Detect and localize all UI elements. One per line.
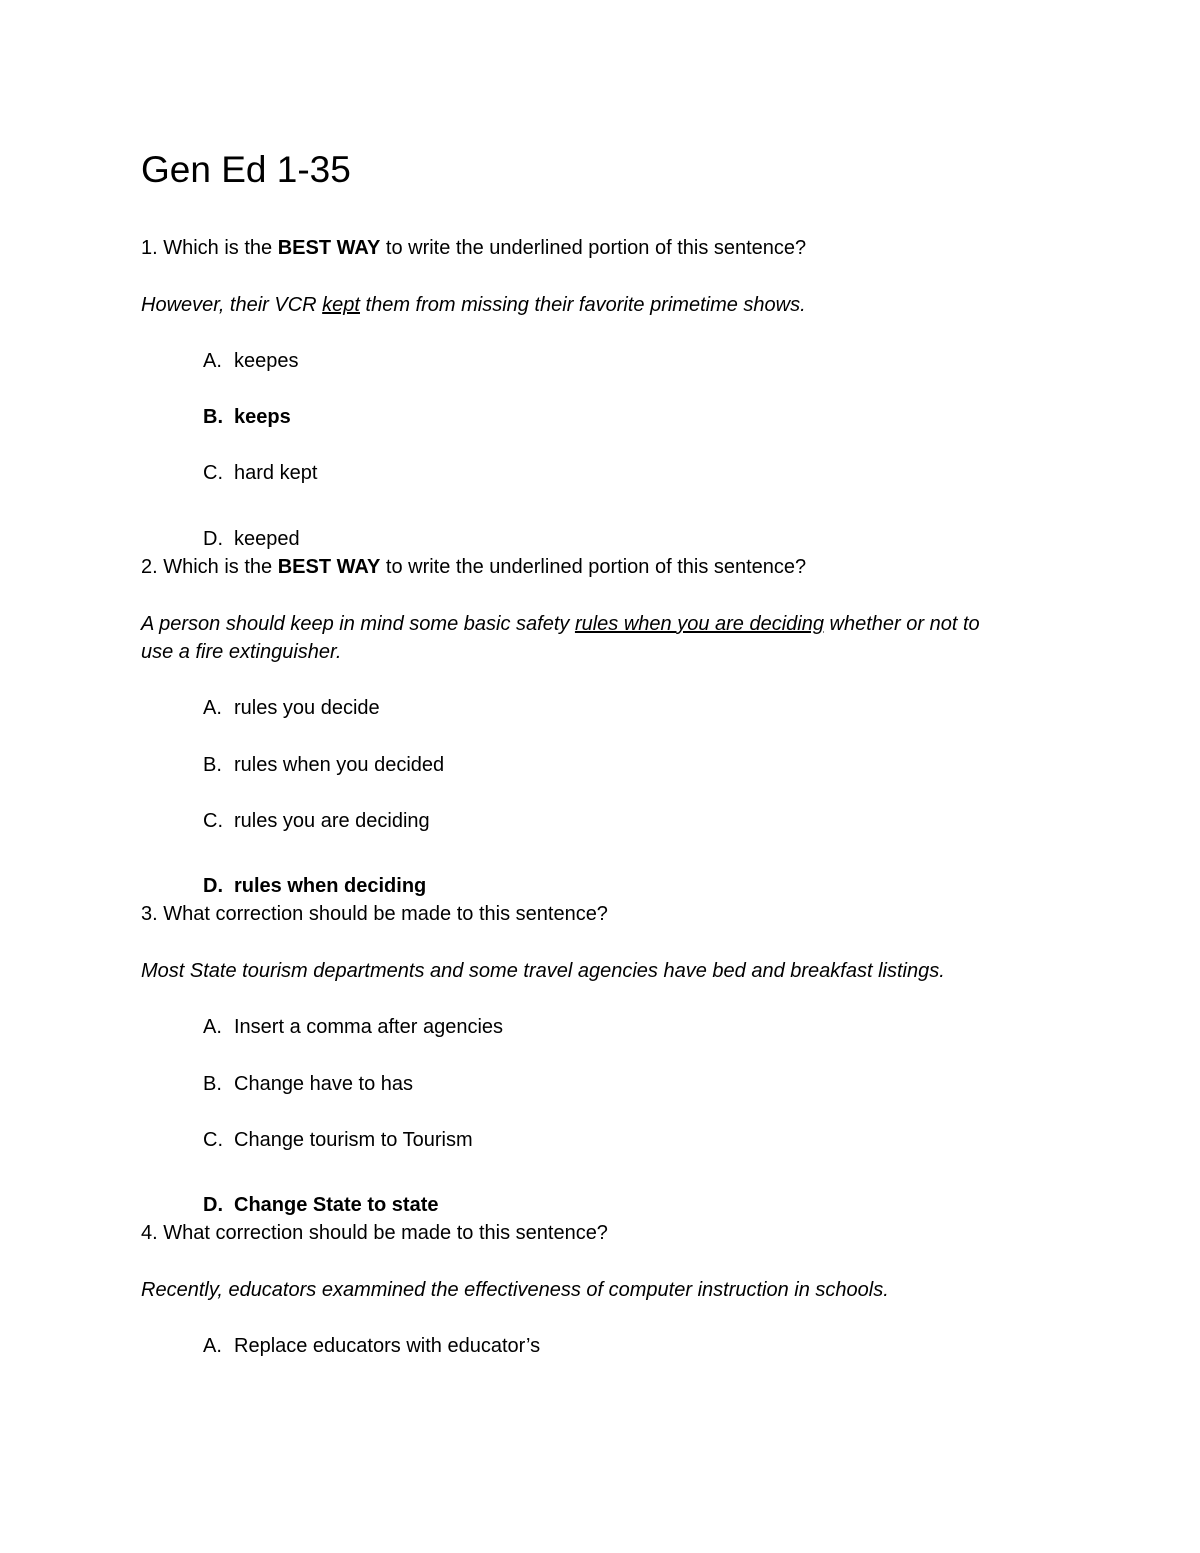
question-3-option-d-answer: [203, 1193, 438, 1217]
question-3-option-a: [203, 1015, 503, 1039]
question-1-sentence-post: them from missing their favorite primetime shows.: [359, 294, 806, 316]
option-letter: D.: [203, 875, 223, 897]
question-2-option-d-answer: [203, 874, 426, 898]
question-2-option-c: [203, 809, 430, 833]
option-letter: B.: [203, 1073, 222, 1095]
option-text: keeps: [234, 406, 291, 428]
question-1-sentence: [141, 293, 806, 317]
option-text: hard kept: [234, 462, 318, 484]
option-letter: B.: [203, 406, 223, 428]
option-letter: A.: [203, 697, 222, 719]
option-letter: D.: [203, 528, 223, 550]
option-letter: D.: [203, 1194, 223, 1216]
option-letter: A.: [203, 1335, 222, 1357]
question-1-option-d: [203, 527, 300, 551]
option-text: Insert a comma after agencies: [234, 1016, 504, 1038]
option-text: rules when you decided: [234, 754, 445, 776]
option-letter: A.: [203, 1016, 222, 1038]
question-2-option-b: [203, 753, 444, 777]
question-2-sentence-post: whether or not to: [823, 613, 980, 635]
question-1-prompt-pre: 1. Which is the: [141, 237, 278, 259]
question-2-sentence-line2: use a fire extinguisher.: [141, 641, 342, 663]
question-1-option-c: [203, 461, 317, 485]
question-1-option-b-answer: [203, 405, 291, 429]
question-3-sentence: Most State tourism departments and some travel agencies have bed and breakfast listings.: [141, 960, 945, 982]
question-1-option-a: [203, 349, 299, 373]
question-2-prompt-pre: 2. Which is the: [141, 556, 278, 578]
question-1-sentence-underlined: kept: [322, 294, 360, 316]
question-3-option-b: [203, 1072, 413, 1096]
option-text: Change tourism to Tourism: [234, 1129, 473, 1151]
option-letter: A.: [203, 350, 222, 372]
option-text: rules you are deciding: [234, 810, 430, 832]
question-1-prompt-bold: BEST WAY: [277, 237, 381, 259]
option-text: Change State to state: [234, 1194, 439, 1216]
question-1-prompt-post: to write the underlined portion of this sentence?: [380, 237, 807, 259]
option-text: Change have to has: [234, 1073, 414, 1095]
option-text: keeped: [234, 528, 300, 550]
question-2-prompt: [141, 555, 806, 579]
question-1-sentence-pre: However, their VCR: [141, 294, 323, 316]
option-letter: C.: [203, 1129, 223, 1151]
question-4-sentence: Recently, educators exammined the effectiveness of computer instruction in schools.: [141, 1279, 889, 1301]
option-text: rules you decide: [234, 697, 380, 719]
question-4-prompt: 4. What correction should be made to this sentence?: [141, 1222, 608, 1244]
question-2-sentence: [141, 612, 980, 636]
option-text: rules when deciding: [234, 875, 427, 897]
question-2-sentence-pre: A person should keep in mind some basic safety: [141, 613, 575, 635]
question-2-prompt-bold: BEST WAY: [277, 556, 381, 578]
question-2-sentence-underlined: rules when you are deciding: [574, 613, 824, 635]
question-3-prompt: 3. What correction should be made to this sentence?: [141, 903, 608, 925]
question-1-prompt: [141, 236, 806, 260]
question-4-option-a: [203, 1334, 540, 1358]
option-text: keepes: [234, 350, 299, 372]
question-2-option-a: [203, 696, 380, 720]
document-title: Gen Ed 1-35: [141, 149, 351, 190]
option-text: Replace educators with educator’s: [234, 1335, 541, 1357]
question-2-prompt-post: to write the underlined portion of this sentence?: [380, 556, 807, 578]
question-3-option-c: [203, 1128, 473, 1152]
option-letter: C.: [203, 810, 223, 832]
option-letter: C.: [203, 462, 223, 484]
option-letter: B.: [203, 754, 222, 776]
